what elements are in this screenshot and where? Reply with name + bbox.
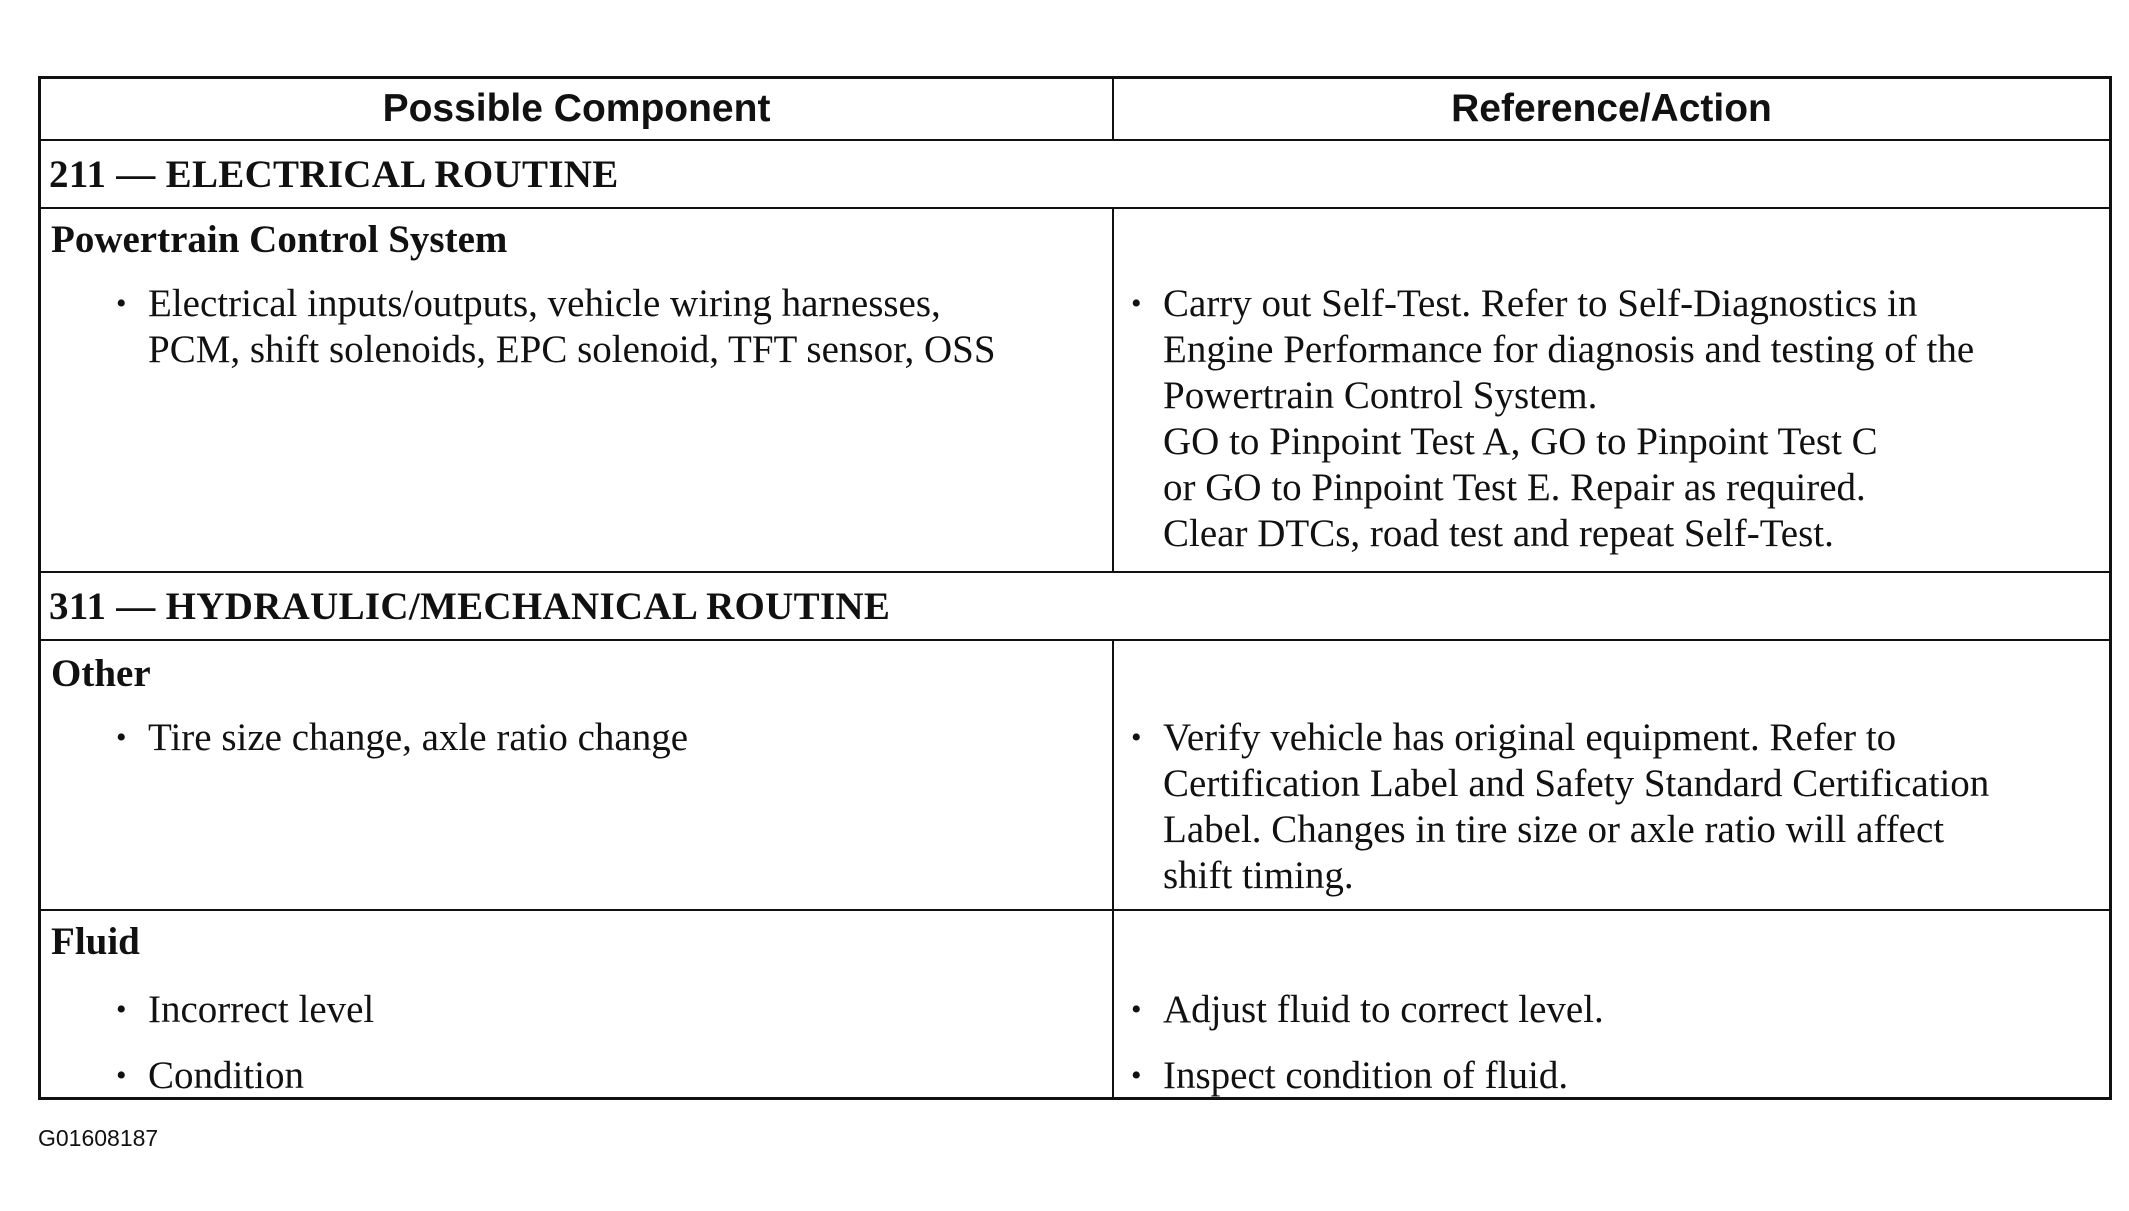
bullet-icon: • <box>116 1059 127 1092</box>
bullet-icon: • <box>116 287 127 320</box>
component-list-item <box>116 987 1096 1033</box>
action-text: Verify vehicle has original equipment. Refer to Certification Label and Safety Standard Certification Label. Changes in tire size or axle ratio will affect shift timing. <box>1163 716 1990 897</box>
component-list-item <box>116 715 1096 761</box>
bullet-icon: • <box>1131 1059 1142 1092</box>
group-title: Other <box>51 652 151 695</box>
component-text: Tire size change, axle ratio change <box>148 716 689 759</box>
component-list-item <box>116 281 1096 373</box>
action-list-item <box>1131 987 2101 1033</box>
action-list-item <box>1131 715 2101 899</box>
action-list-item <box>1131 281 2101 557</box>
component-text: Condition <box>148 1054 305 1097</box>
group-row-fluid <box>41 911 2109 1097</box>
group-title: Powertrain Control System <box>51 218 508 261</box>
action-text: Adjust fluid to correct level. <box>1163 988 1604 1031</box>
action-list-item <box>1131 1053 2101 1099</box>
bullet-icon: • <box>116 721 127 754</box>
component-list-item <box>116 1053 1096 1099</box>
figure-id: G01608187 <box>38 1125 159 1151</box>
header-reference-action: Reference/Action <box>1451 87 1772 130</box>
group-row-other <box>41 641 2109 911</box>
column-divider <box>1112 641 1114 909</box>
bullet-icon: • <box>116 993 127 1026</box>
header-possible-component: Possible Component <box>382 87 771 130</box>
group-row-powertrain <box>41 209 2109 573</box>
action-text: Carry out Self-Test. Refer to Self-Diagnostics in Engine Performance for diagnosis and testing of the Powertrain Control System. GO to Pinpoint Test A, GO to Pinpoint Test C or GO to Pinpoint Test E. Repair as required. Clear DTCs, road test and repeat Self-Test. <box>1163 282 1975 555</box>
section-row-hydraulic <box>41 573 2109 641</box>
bullet-icon: • <box>1131 721 1142 754</box>
bullet-icon: • <box>1131 287 1142 320</box>
action-text: Inspect condition of fluid. <box>1163 1054 1569 1097</box>
table-header-row <box>41 79 2109 141</box>
diagnostic-table <box>38 76 2112 1100</box>
section-title: 211 — ELECTRICAL ROUTINE <box>49 152 619 196</box>
column-divider <box>1112 911 1114 1097</box>
column-divider <box>1112 209 1114 571</box>
section-title: 311 — HYDRAULIC/MECHANICAL ROUTINE <box>49 584 891 628</box>
bullet-icon: • <box>1131 993 1142 1026</box>
component-text: Incorrect level <box>148 988 375 1031</box>
section-row-electrical <box>41 141 2109 209</box>
component-text: Electrical inputs/outputs, vehicle wiring harnesses, PCM, shift solenoids, EPC solenoid, TFT sensor, OSS <box>148 282 996 371</box>
group-title: Fluid <box>51 920 140 963</box>
